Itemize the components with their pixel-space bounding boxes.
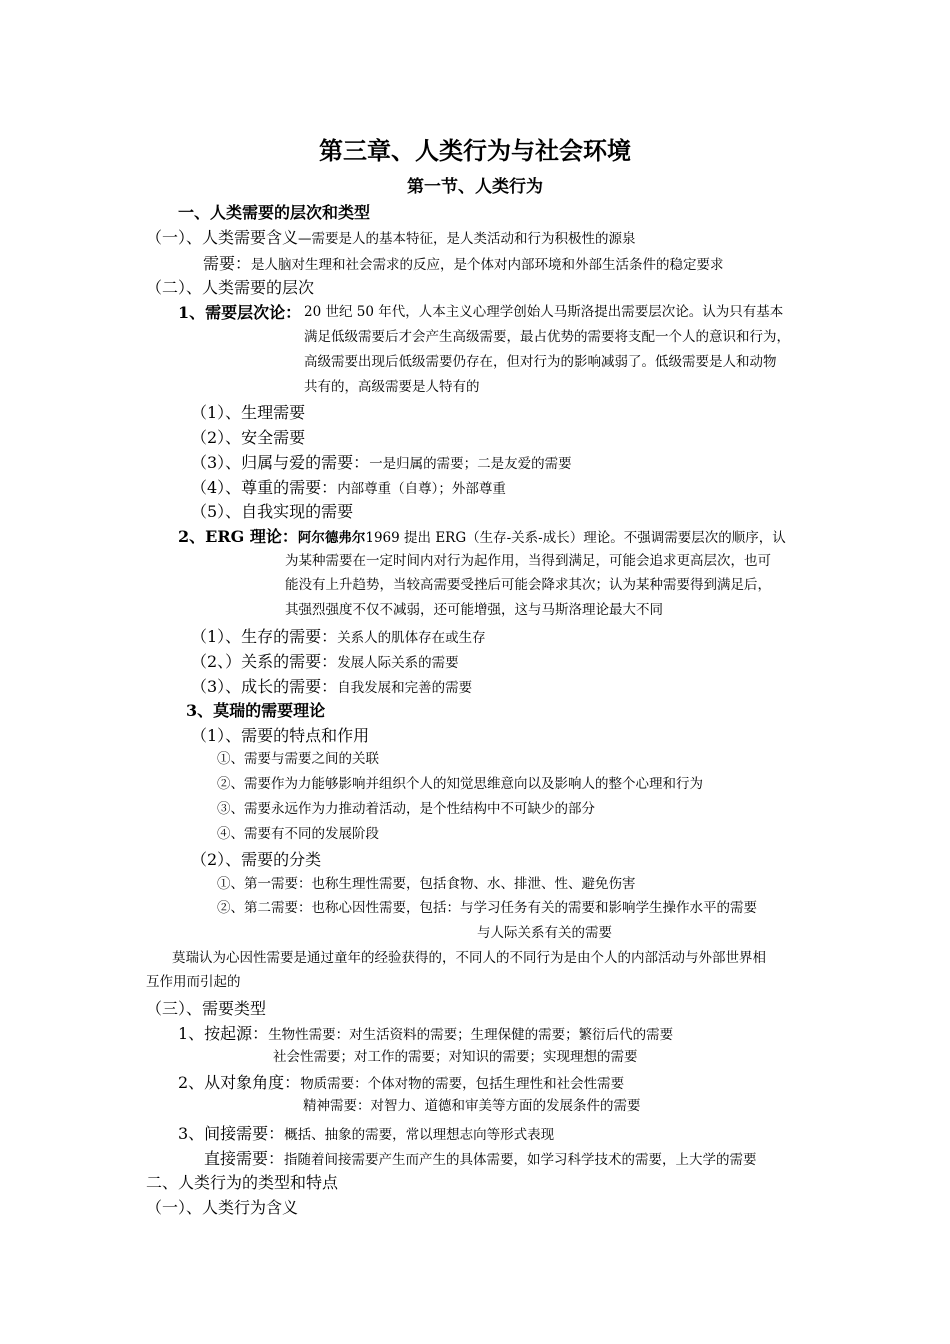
erg-first-line bbox=[178, 529, 786, 546]
list-item: （3）、归属与爱的需要：一是归属的需要；二是友爱的需要 bbox=[191, 453, 572, 472]
murray-heading: 3、莫瑞的需要理论 bbox=[186, 701, 326, 720]
list-item: （2）、安全需要 bbox=[191, 428, 306, 447]
maslow-line: 高级需要出现后低级需要仍存在，但对行为的影响减弱了。低级需要是人和动物 bbox=[304, 354, 777, 370]
list-item: ③、需要永远作为力推动着活动，是个性结构中不可缺少的部分 bbox=[217, 801, 595, 817]
section-title: 第一节、人类行为 bbox=[407, 177, 543, 197]
need-definition bbox=[203, 256, 724, 273]
erg-line: 其强烈强度不仅不减弱，还可能增强，这与马斯洛理论最大不同 bbox=[285, 602, 663, 618]
murray-paragraph: 互作用而引起的 bbox=[146, 974, 241, 990]
erg-label: 2、ERG 理论： bbox=[178, 527, 298, 546]
type-row: 社会性需要；对工作的需要；对知识的需要；实现理想的需要 bbox=[273, 1049, 638, 1065]
list-item: ①、第一需要：也称生理性需要，包括食物、水、排泄、性、避免伤害 bbox=[217, 876, 636, 892]
type-row: 3、间接需要：概括、抽象的需要，常以理想志向等形式表现 bbox=[178, 1124, 555, 1143]
list-item: ②、需要作为力能够影响并组织个人的知觉思维意向以及影响人的整个心理和行为 bbox=[217, 776, 703, 792]
erg-author: 阿尔德弗尔 bbox=[297, 530, 366, 546]
type-row: 2、从对象角度：物质需要：个体对物的需要，包括生理性和社会性需要 bbox=[178, 1073, 625, 1092]
need-definition-label: 需要： bbox=[203, 254, 252, 273]
maslow-line: 满足低级需要后才会产生高级需要，最占优势的需要将支配一个人的意识和行为， bbox=[304, 329, 790, 345]
need-meaning bbox=[146, 230, 636, 247]
list-item: （5）、自我实现的需要 bbox=[191, 502, 354, 521]
page-title: 第三章、人类行为与社会环境 bbox=[319, 136, 631, 165]
need-levels-heading: （二）、人类需要的层次 bbox=[146, 278, 315, 297]
type-row: 精神需要：对智力、道德和审美等方面的发展条件的需要 bbox=[303, 1098, 641, 1114]
list-item: ④、需要有不同的发展阶段 bbox=[217, 826, 379, 842]
erg-line: 能没有上升趋势，当较高需要受挫后可能会降求其次；认为某种需要得到满足后， bbox=[285, 577, 771, 593]
murray-paragraph: 莫瑞认为心因性需要是通过童年的经验获得的，不同人的不同行为是由个人的内部活动与外部世界相 bbox=[172, 950, 766, 966]
erg-line: 为某种需要在一定时间内对行为起作用，当得到满足，可能会追求更高层次，也可 bbox=[285, 553, 771, 569]
list-item: ②、第二需要：也称心因性需要，包括：与学习任务有关的需要和影响学生操作水平的需要 bbox=[217, 900, 757, 916]
need-meaning-label: （一）、人类需要含义 bbox=[146, 228, 299, 247]
maslow-label: 1、需要层次论： bbox=[178, 303, 302, 322]
list-item: （1）、生理需要 bbox=[191, 403, 306, 422]
maslow-line: 共有的，高级需要是人特有的 bbox=[304, 379, 480, 395]
murray-sub-heading: （1）、需要的特点和作用 bbox=[191, 726, 370, 745]
type-row: 直接需要：指随着间接需要产生而产生的具体需要，如学习科学技术的需要，上大学的需要 bbox=[204, 1149, 757, 1168]
list-item: （2、）关系的需要：发展人际关系的需要 bbox=[191, 652, 459, 671]
list-item: ①、需要与需要之间的关联 bbox=[217, 751, 379, 767]
list-item: （4）、尊重的需要：内部尊重（自尊）；外部尊重 bbox=[191, 478, 506, 497]
need-meaning-text: —需要是人的基本特征，是人类活动和行为积极性的源泉 bbox=[298, 231, 636, 247]
need-definition-text: 是人脑对生理和社会需求的反应，是个体对内部环境和外部生活条件的稳定要求 bbox=[251, 257, 724, 273]
maslow-line: 20 世纪 50 年代，人本主义心理学创始人马斯洛提出需要层次论。认为只有基本 bbox=[304, 304, 784, 320]
type-row: 1、按起源：生物性需要：对生活资料的需要；生理保健的需要；繁衍后代的需要 bbox=[178, 1024, 674, 1043]
behavior-meaning-heading: （一）、人类行为含义 bbox=[146, 1198, 299, 1217]
murray-sub-heading: （2）、需要的分类 bbox=[191, 850, 322, 869]
need-types-heading: （三）、需要类型 bbox=[146, 999, 267, 1018]
list-item: （1）、生存的需要：关系人的肌体存在或生存 bbox=[191, 627, 486, 646]
list-item: （3）、成长的需要：自我发展和完善的需要 bbox=[191, 677, 473, 696]
list-item: 与人际关系有关的需要 bbox=[477, 925, 612, 941]
heading-2: 二、人类行为的类型和特点 bbox=[146, 1173, 339, 1192]
erg-line: 1969 提出 ERG（生存-关系-成长）理论。不强调需要层次的顺序，认 bbox=[365, 530, 786, 546]
heading-1: 一、人类需要的层次和类型 bbox=[178, 203, 371, 222]
